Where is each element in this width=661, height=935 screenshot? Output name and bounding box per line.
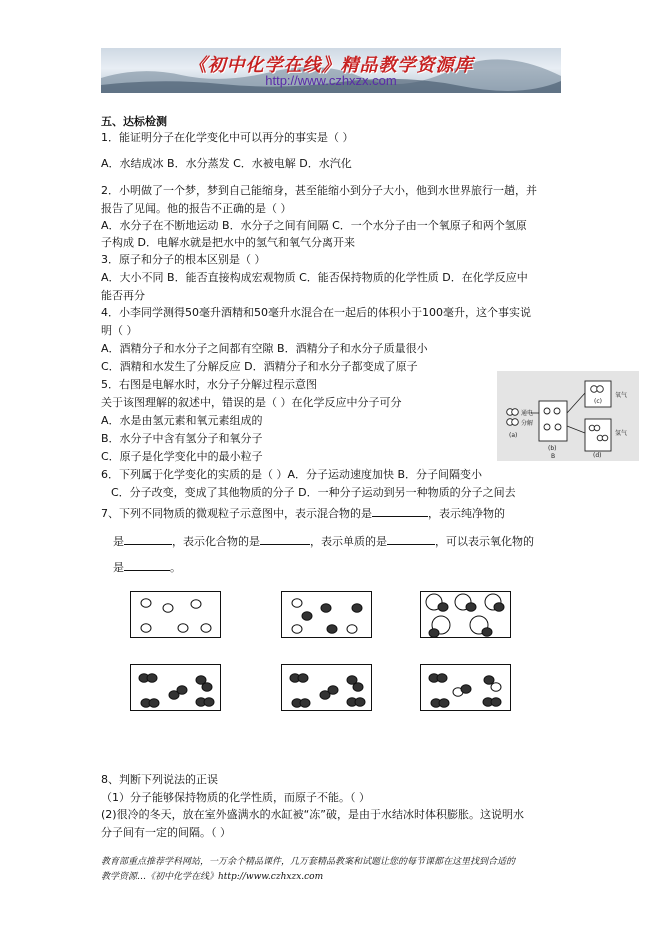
- q1-stem: 1．能证明分子在化学变化中可以再分的事实是（ ）: [101, 131, 354, 144]
- label-c: (c): [594, 398, 602, 405]
- q7-text-8: 。: [170, 561, 181, 574]
- q6-options: C．分子改变，变成了其他物质的分子 D．一种分子运动到另一种物质的分子之间去: [111, 486, 516, 499]
- q7-blank-pure[interactable]: [124, 544, 172, 545]
- q7-text-1: 7、下列不同物质的微观粒子示意图中，表示混合物的是: [101, 507, 372, 520]
- q3-stem: 3．原子和分子的根本区别是（ ）: [101, 253, 266, 266]
- q7-text-3: 是: [113, 535, 124, 548]
- q6-stem: 6．下列属于化学变化的实质的是（ ）A．分子运动速度加快 B．分子间隔变小: [101, 468, 483, 481]
- q5-stem-line1: 5．右图是电解水时，水分子分解过程示意图: [101, 378, 317, 391]
- particle-box-6: [420, 664, 511, 711]
- q8-item2-line2: 分子间有一定的间隔。（ ）: [101, 826, 231, 839]
- label-b: (b): [548, 445, 557, 452]
- q2-stem-line2: 报告了见闻。他的报告不正确的是（ ）: [101, 202, 292, 215]
- q8-item1: （1）分子能够保持物质的化学性质，而原子不能。（ ）: [101, 791, 370, 804]
- label-decompose: 分解: [521, 420, 534, 427]
- q8-heading: 8、判断下列说法的正误: [101, 773, 218, 786]
- q7-text-4: ，表示化合物的是: [172, 535, 260, 548]
- footer-line1: 教育部重点推荐学科网站，一万余个精品课件，几万套精品教案和试题让您的每节课都在这里找到合适的: [101, 857, 516, 867]
- label-d: (d): [593, 452, 602, 459]
- q7-text-5: ，表示单质的是: [310, 535, 387, 548]
- q7-line3: [113, 561, 181, 575]
- q7-line1: [101, 507, 505, 521]
- q7-blank-element[interactable]: [387, 544, 435, 545]
- q7-blank-mixture[interactable]: [372, 516, 428, 517]
- header-banner: [101, 48, 561, 93]
- q7-blank-compound[interactable]: [260, 544, 310, 545]
- label-a: (a): [509, 432, 518, 439]
- particle-box-5: [281, 664, 372, 711]
- q1-options: A．水结成冰 B．水分蒸发 C．水被电解 D．水汽化: [101, 157, 352, 170]
- q4-stem-line1: 4．小李同学测得50毫升酒精和50毫升水混合在一起后的体积小于100毫升，这个事实说: [101, 306, 531, 319]
- q3-options-line1: A．大小不同 B．能否直接构成宏观物质 C．能否保持物质的化学性质 D．在化学反应中: [101, 271, 528, 284]
- banner-title: 《初中化学在线》精品教学资源库: [188, 55, 474, 76]
- label-energize: 通电: [521, 410, 534, 417]
- label-oxygen: 氧气: [615, 392, 628, 399]
- label-hydrogen: 氢气: [615, 430, 628, 437]
- q7-text-6: ，可以表示氧化物的: [435, 535, 534, 548]
- particle-box-1: [130, 591, 221, 638]
- q7-text-7: 是: [113, 561, 124, 574]
- q7-line2: [113, 535, 534, 549]
- q4-options-line2: C．酒精和水发生了分解反应 D．酒精分子和水分子都变成了原子: [101, 360, 418, 373]
- banner-url: http://www.czhxzx.com: [265, 73, 397, 88]
- q2-options-line1: A．水分子在不断地运动 B．水分子之间有间隔 C．一个水分子由一个氧原子和两个氢原: [101, 219, 527, 232]
- q7-text-2: ，表示纯净物的: [428, 507, 505, 520]
- q5-option-a: A．水是由氢元素和氧元素组成的: [101, 414, 263, 427]
- particle-box-3: [420, 591, 511, 638]
- q2-options-line2: 子构成 D．电解水就是把水中的氢气和氧气分离开来: [101, 236, 355, 249]
- section-heading: 五、达标检测: [101, 115, 167, 128]
- q5-option-b: B．水分子中含有氢分子和氧分子: [101, 432, 263, 445]
- q4-options-line1: A．酒精分子和水分子之间都有空隙 B．酒精分子和水分子质量很小: [101, 342, 428, 355]
- q8-item2-line1: (2)很冷的冬天，放在室外盛满水的水缸被“冻”破，是由于水结冰时体积膨胀。这说明水: [101, 808, 524, 821]
- particle-box-2: [281, 591, 372, 638]
- electrolysis-diagram: [497, 371, 639, 461]
- q3-options-line2: 能否再分: [101, 289, 145, 302]
- q5-stem-line2: 关于该图理解的叙述中，错误的是（ ）在化学反应中分子可分: [101, 396, 402, 409]
- q7-blank-oxide[interactable]: [124, 570, 170, 571]
- label-B: B: [551, 453, 556, 460]
- q2-stem-line1: 2．小明做了一个梦，梦到自己能缩身，甚至能缩小到分子大小，他到水世界旅行一趟，并: [101, 184, 537, 197]
- q4-stem-line2: 明（ ）: [101, 324, 138, 337]
- q5-option-c: C．原子是化学变化中的最小粒子: [101, 450, 263, 463]
- particle-box-4: [130, 664, 221, 711]
- footer-line2: 教学资源…《初中化学在线》http://www.czhxzx.com: [101, 872, 324, 882]
